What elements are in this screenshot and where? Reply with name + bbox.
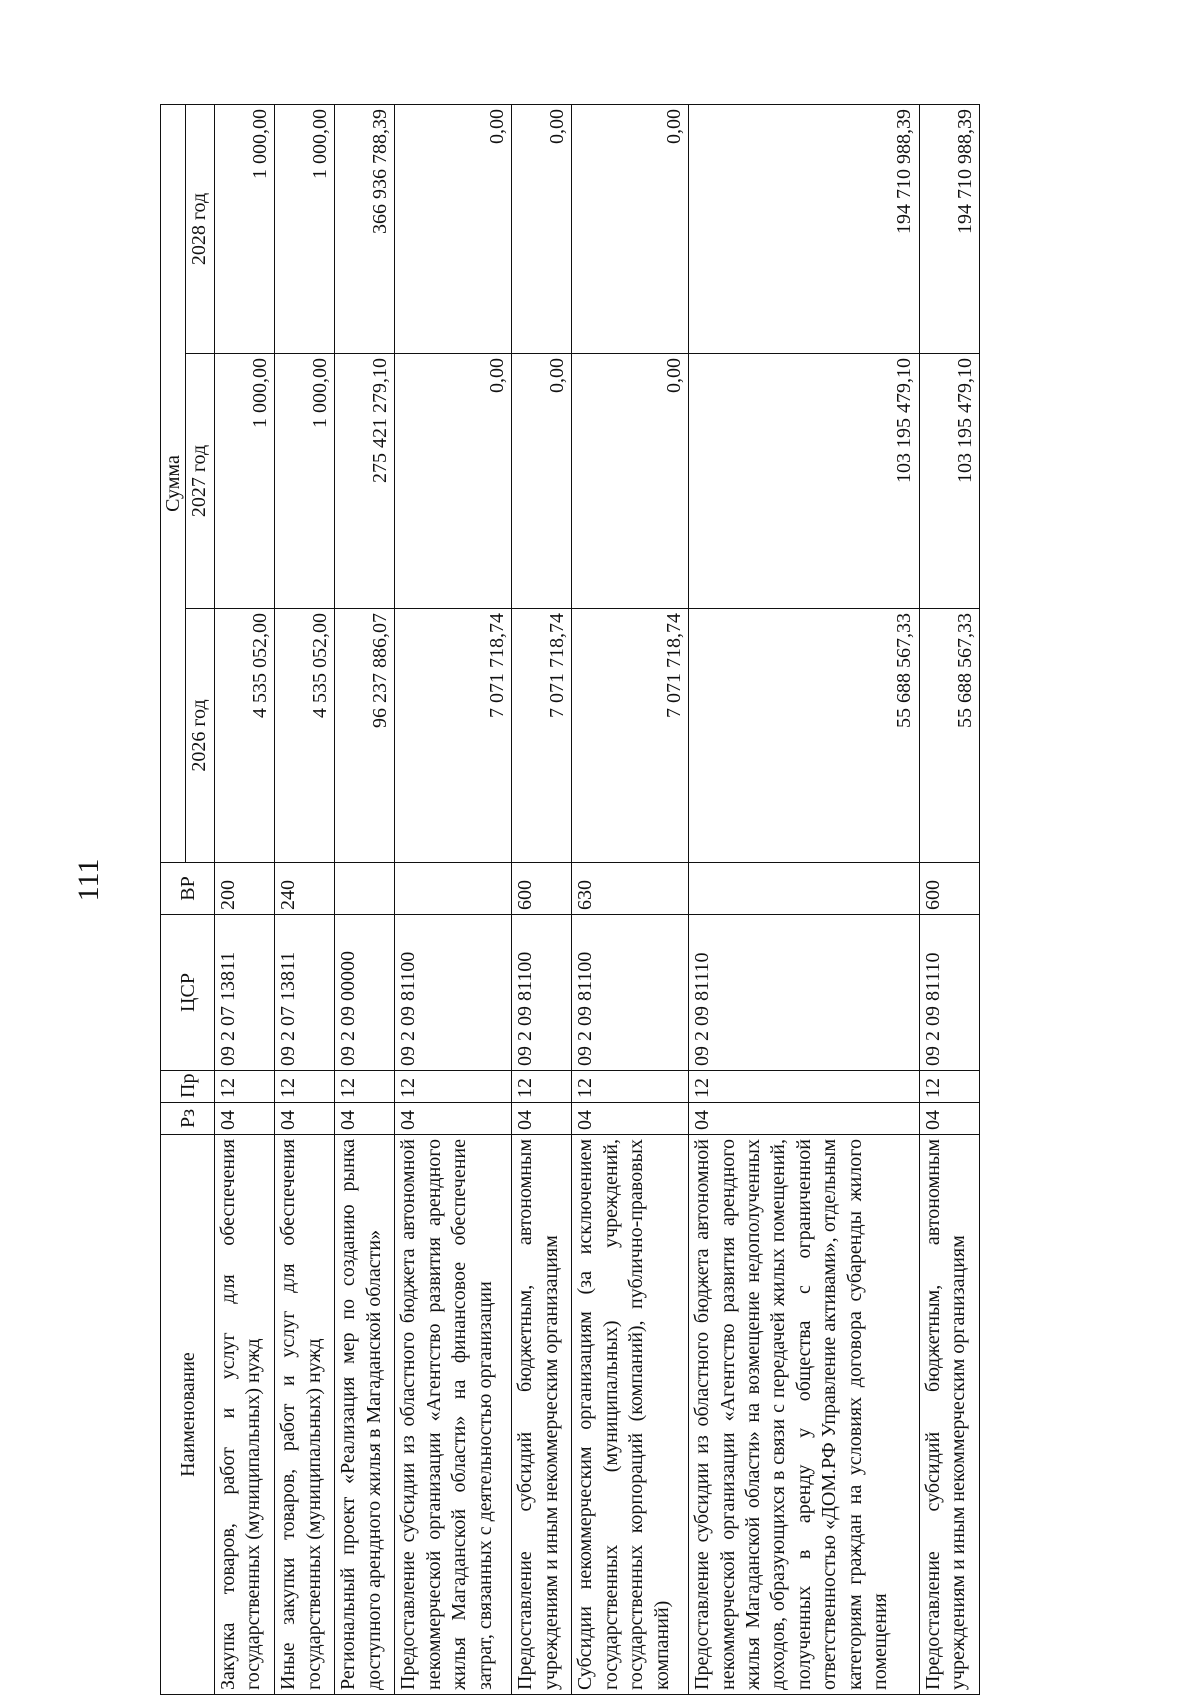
row-csr: 09 2 09 81100: [572, 915, 689, 1071]
row-name: Предоставление субсидии из областного бюджета автономной некоммерческой организации «Агентство развития арендного жилья Магаданской области» на финансовое обеспечение затрат, связанных с деятельностью организации: [395, 1135, 512, 1695]
row-2028: 0,00: [512, 104, 572, 353]
row-pr: 12: [572, 1071, 689, 1103]
row-2027: 0,00: [395, 354, 512, 609]
row-csr: 09 2 09 81100: [395, 915, 512, 1071]
header-2028: 2028 год: [186, 104, 215, 353]
table-row: [689, 104, 919, 1694]
header-pr: Пр: [161, 1071, 215, 1103]
header-2026: 2026 год: [186, 609, 215, 863]
row-name: Иные закупки товаров, работ и услуг для обеспечения государственных (муниципальных) нужд: [275, 1135, 335, 1695]
row-2026: 7 071 718,74: [395, 609, 512, 863]
header-rz: Рз: [161, 1103, 215, 1135]
row-2026: 7 071 718,74: [572, 609, 689, 863]
row-2028: 194 710 988,39: [919, 104, 979, 353]
row-2026: 55 688 567,33: [919, 609, 979, 863]
row-csr: 09 2 09 00000: [335, 915, 395, 1071]
row-pr: 12: [395, 1071, 512, 1103]
row-rz: 04: [572, 1103, 689, 1135]
header-sum: Сумма: [161, 104, 186, 862]
row-rz: 04: [275, 1103, 335, 1135]
row-pr: 12: [512, 1071, 572, 1103]
row-vr: 600: [919, 863, 979, 915]
budget-table-rotated: [160, 105, 980, 1695]
row-vr: 200: [215, 863, 275, 915]
row-pr: 12: [689, 1071, 919, 1103]
row-2027: 0,00: [572, 354, 689, 609]
row-pr: 12: [215, 1071, 275, 1103]
row-name: Региональный проект «Реализация мер по созданию рынка доступного арендного жилья в Магаданской области»: [335, 1135, 395, 1695]
row-2028: 366 936 788,39: [335, 104, 395, 353]
row-2026: 55 688 567,33: [689, 609, 919, 863]
row-vr: [335, 863, 395, 915]
row-2028: 194 710 988,39: [689, 104, 919, 353]
table-row: [215, 104, 275, 1694]
row-name: Предоставление субсидий бюджетным, автономным учреждениям и иным некоммерческим организациям: [512, 1135, 572, 1695]
row-csr: 09 2 07 13811: [275, 915, 335, 1071]
table-row: [335, 104, 395, 1694]
row-rz: 04: [335, 1103, 395, 1135]
header-csr: ЦСР: [161, 915, 215, 1071]
row-rz: 04: [919, 1103, 979, 1135]
table-row: [572, 104, 689, 1694]
row-pr: 12: [335, 1071, 395, 1103]
row-2026: 7 071 718,74: [512, 609, 572, 863]
row-2027: 1 000,00: [275, 354, 335, 609]
table-row: [395, 104, 512, 1694]
table-row: [919, 104, 979, 1694]
budget-table: [160, 104, 980, 1695]
row-vr: [689, 863, 919, 915]
row-rz: 04: [689, 1103, 919, 1135]
row-2026: 4 535 052,00: [215, 609, 275, 863]
row-rz: 04: [395, 1103, 512, 1135]
table-row: [275, 104, 335, 1694]
row-2028: 0,00: [395, 104, 512, 353]
row-vr: [395, 863, 512, 915]
row-csr: 09 2 09 81110: [689, 915, 919, 1071]
row-2026: 4 535 052,00: [275, 609, 335, 863]
row-2027: 103 195 479,10: [689, 354, 919, 609]
row-csr: 09 2 09 81110: [919, 915, 979, 1071]
row-vr: 600: [512, 863, 572, 915]
row-2027: 103 195 479,10: [919, 354, 979, 609]
row-csr: 09 2 07 13811: [215, 915, 275, 1071]
row-vr: 240: [275, 863, 335, 915]
row-2027: 1 000,00: [215, 354, 275, 609]
row-2027: 275 421 279,10: [335, 354, 395, 609]
row-vr: 630: [572, 863, 689, 915]
row-pr: 12: [919, 1071, 979, 1103]
row-name: Предоставление субсидии из областного бюджета автономной некоммерческой организации «Агентство развития арендного жилья Магаданской области» на возмещение недополученных доходов, образующихся в связи с передачей жилых помещений, полученных в аренду у общества с ограниченной ответственностью «ДОМ.РФ Управление активами», отдельным категориям граждан на условиях договора субаренды жилого помещения: [689, 1135, 919, 1695]
row-csr: 09 2 09 81100: [512, 915, 572, 1071]
row-rz: 04: [215, 1103, 275, 1135]
row-name: Предоставление субсидий бюджетным, автономным учреждениям и иным некоммерческим организациям: [919, 1135, 979, 1695]
row-2027: 0,00: [512, 354, 572, 609]
row-2028: 0,00: [572, 104, 689, 353]
row-2026: 96 237 886,07: [335, 609, 395, 863]
header-2027: 2027 год: [186, 354, 215, 609]
row-rz: 04: [512, 1103, 572, 1135]
row-2028: 1 000,00: [275, 104, 335, 353]
row-name: Субсидии некоммерческим организациям (за исключением государственных (муниципальных) учреждений, государственных корпораций (компаний), публично-правовых компаний): [572, 1135, 689, 1695]
row-pr: 12: [275, 1071, 335, 1103]
header-vr: ВР: [161, 863, 215, 915]
header-name: Наименование: [161, 1135, 215, 1695]
table-row: [512, 104, 572, 1694]
page-number: 111: [72, 858, 105, 902]
row-name: Закупка товаров, работ и услуг для обеспечения государственных (муниципальных) нужд: [215, 1135, 275, 1695]
row-2028: 1 000,00: [215, 104, 275, 353]
